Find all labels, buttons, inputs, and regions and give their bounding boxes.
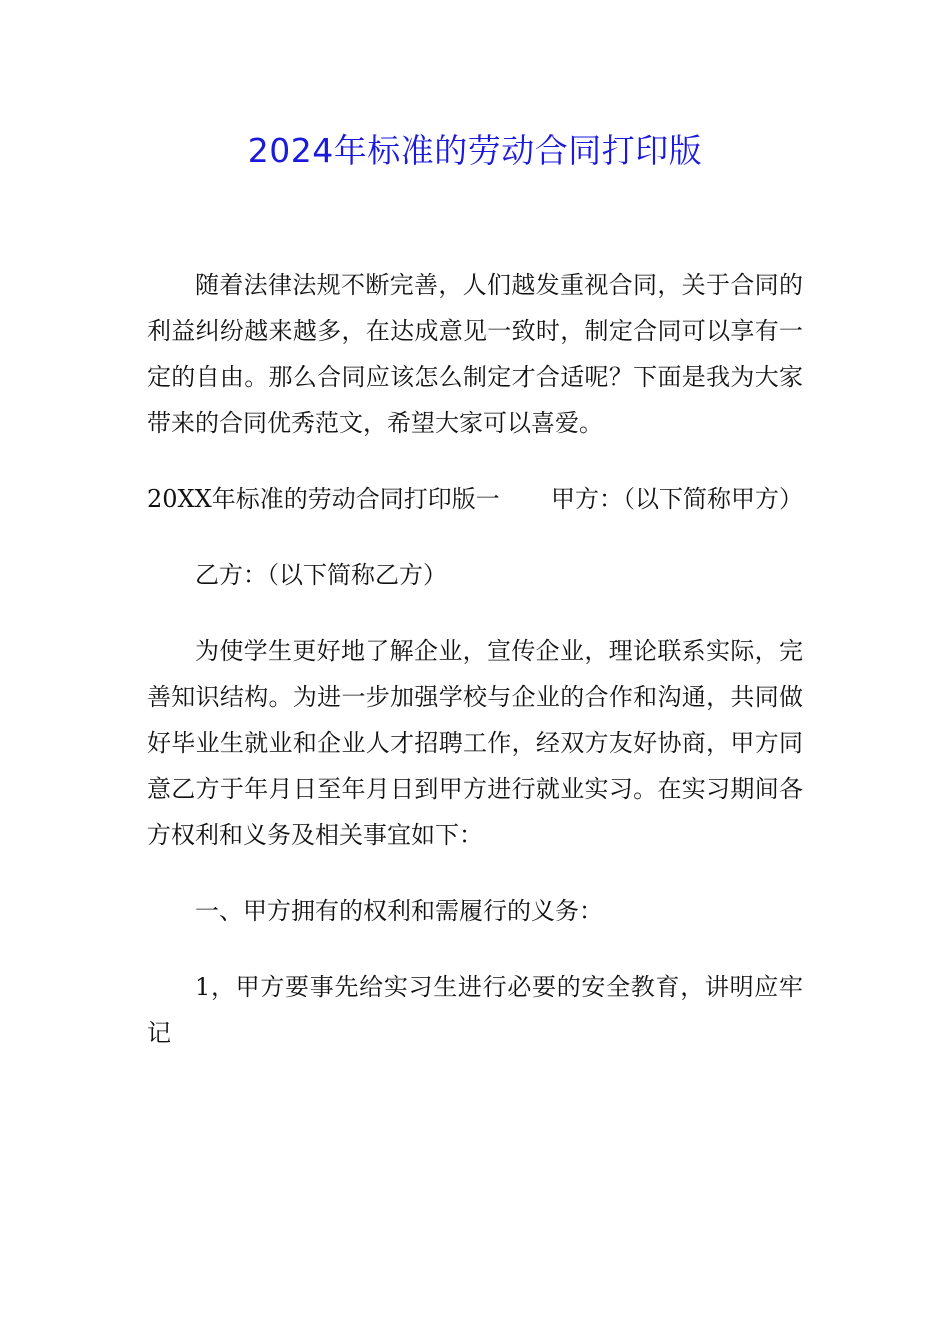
purpose-paragraph: 为使学生更好地了解企业，宣传企业，理论联系实际，完善知识结构。为进一步加强学校与企业的合作和沟通，共同做好毕业生就业和企业人才招聘工作，经双方友好协商，甲方同意乙方于年月日至年月日到甲方进行就业实习。在实习期间各方权利和义务及相关事宜如下： (147, 637, 803, 849)
contract-heading: 20XX年标准的劳动合同打印版一 (147, 485, 500, 513)
document-body (147, 262, 803, 1056)
section-heading: 一、甲方拥有的权利和需履行的义务： (195, 897, 603, 925)
document-title: 2024年标准的劳动合同打印版 (247, 131, 703, 170)
intro-paragraph: 随着法律法规不断完善，人们越发重视合同，关于合同的利益纠纷越来越多，在达成意见一致时，制定合同可以享有一定的自由。那么合同应该怎么制定才合适呢？下面是我为大家带来的合同优秀范文，希望大家可以喜爱。 (147, 271, 803, 437)
party-b-line: 乙方：（以下简称乙方） (195, 561, 447, 589)
contract-heading-row (147, 476, 803, 522)
list-item: 1，甲方要事先给实习生进行必要的安全教育，讲明应牢记 (147, 973, 803, 1047)
party-a-line: 甲方：（以下简称甲方） (551, 485, 803, 513)
